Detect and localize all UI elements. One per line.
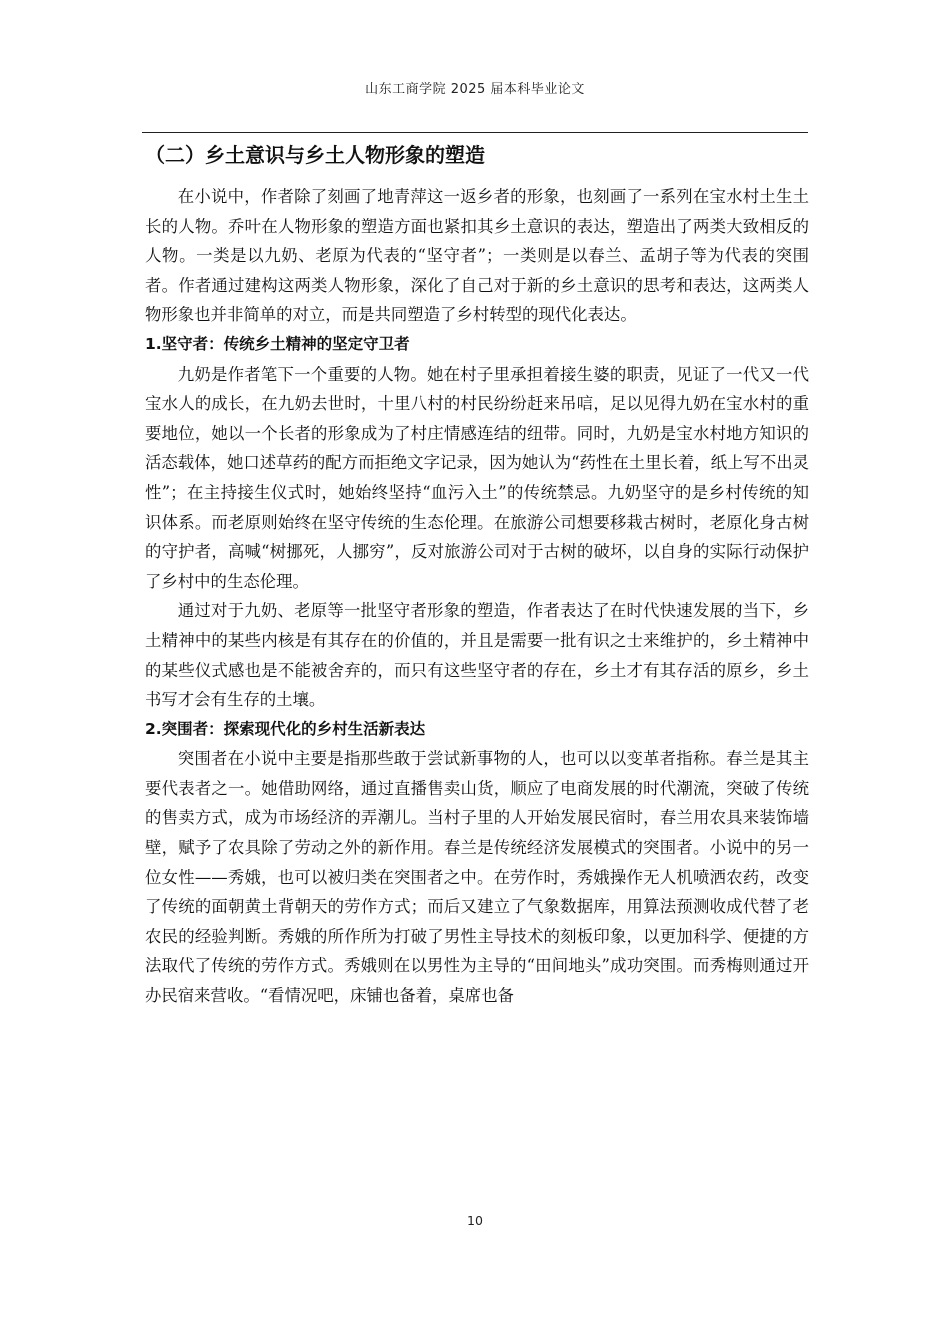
subsection-title-breakers: 2.突围者：探索现代化的乡村生活新表达 bbox=[145, 719, 426, 738]
running-header: 山东工商学院 2025 届本科毕业论文 bbox=[365, 82, 585, 97]
subsection-title-guardians: 1.坚守者：传统乡土精神的坚定守卫者 bbox=[145, 334, 410, 353]
paragraph-breakers-1: 突围者在小说中主要是指那些敢于尝试新事物的人，也可以以变革者指称。春兰是其主要代表者之一。她借助网络，通过直播售卖山货，顺应了电商发展的时代潮流，突破了传统的售卖方式，成为市场经济的弄潮儿。当村子里的人开始发展民宿时，春兰用农具来装饰墙壁，赋予了农具除了劳动之外的新作用。春兰是传统经济发展模式的突围者。小说中的另一位女性——秀娥，也可以被归类在突围者之中。在劳作时，秀娥操作无人机喷洒农药，改变了传统的面朝黄土背朝天的劳作方式；而后又建立了气象数据库，用算法预测收成代替了老农民的经验判断。秀娥的所作所为打破了男性主导技术的刻板印象，以更加科学、便捷的方法取代了传统的劳作方式。秀娥则在以男性为主导的“田间地头”成功突围。而秀梅则通过开办民宿来营收。“看情况吧，床铺也备着，桌席也备 bbox=[145, 749, 809, 1006]
paragraph-guardians-2: 通过对于九奶、老原等一批坚守者形象的塑造，作者表达了在时代快速发展的当下，乡土精神中的某些内核是有其存在的价值的，并且是需要一批有识之士来维护的，乡土精神中的某些仪式感也是不能被舍弃的，而只有这些坚守者的存在，乡土才有其存活的原乡，乡土书写才会有生存的土壤。 bbox=[145, 601, 809, 710]
page-number: 10 bbox=[467, 1213, 483, 1228]
page-body bbox=[145, 140, 809, 1011]
section-title: （二）乡土意识与乡土人物形象的塑造 bbox=[145, 143, 485, 167]
section-intro-paragraph: 在小说中，作者除了刻画了地青萍这一返乡者的形象，也刻画了一系列在宝水村土生土长的人物。乔叶在人物形象的塑造方面也紧扣其乡土意识的表达，塑造出了两类大致相反的人物。一类是以九奶、老原为代表的“坚守者”；一类则是以春兰、孟胡子等为代表的突围者。作者通过建构这两类人物形象，深化了自己对于新的乡土意识的思考和表达，这两类人物形象也并非简单的对立，而是共同塑造了乡村转型的现代化表达。 bbox=[145, 187, 809, 325]
paragraph-guardians-1: 九奶是作者笔下一个重要的人物。她在村子里承担着接生婆的职责，见证了一代又一代宝水人的成长，在九奶去世时，十里八村的村民纷纷赶来吊唁，足以见得九奶在宝水村的重要地位，她以一个长者的形象成为了村庄情感连结的纽带。同时，九奶是宝水村地方知识的活态载体，她口述草药的配方而拒绝文字记录，因为她认为“药性在土里长着，纸上写不出灵性”；在主持接生仪式时，她始终坚持“血污入土”的传统禁忌。九奶坚守的是乡村传统的知识体系。而老原则始终在坚守传统的生态伦理。在旅游公司想要移栽古树时，老原化身古树的守护者，高喊“树挪死，人挪穷”，反对旅游公司对于古树的破坏，以自身的实际行动保护了乡村中的生态伦理。 bbox=[145, 364, 810, 591]
header-rule bbox=[142, 132, 808, 133]
